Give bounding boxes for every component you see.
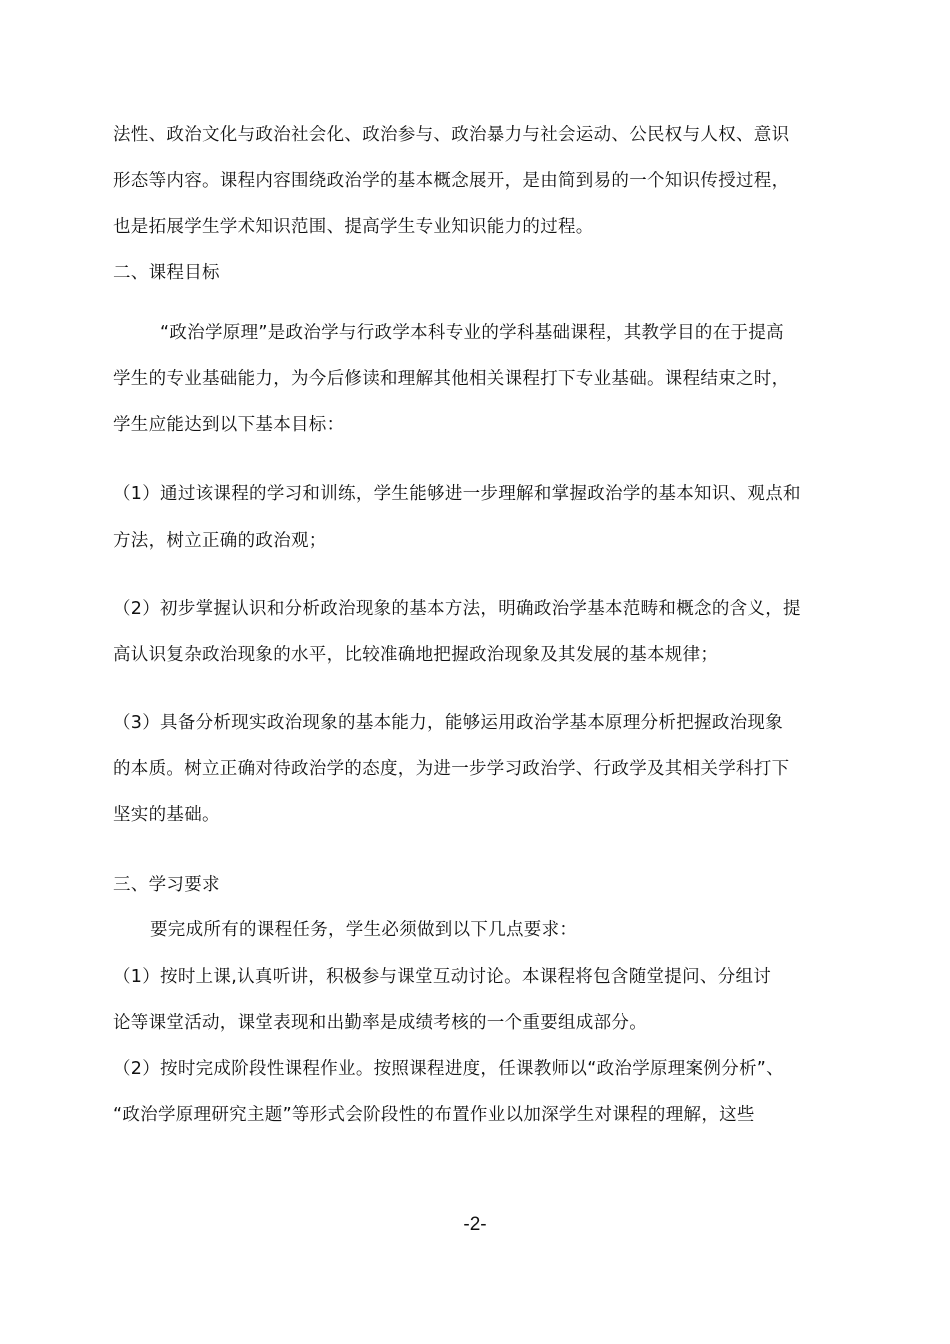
list-item-text-line: （1）按时上课,认真听讲，积极参与课堂互动讨论。本课程将包含随堂提问、分组讨 xyxy=(113,967,772,987)
list-item-text-line: （2）初步掌握认识和分析政治现象的基本方法，明确政治学基本范畴和概念的含义，提 xyxy=(113,599,801,619)
body-text-line: 也是拓展学生学术知识范围、提高学生专业知识能力的过程。 xyxy=(113,217,594,237)
body-text-line: 要完成所有的课程任务，学生必须做到以下几点要求： xyxy=(150,920,578,940)
list-item-text-line: 论等课堂活动，课堂表现和出勤率是成绩考核的一个重要组成部分。 xyxy=(113,1013,647,1033)
list-item-text-line: 的本质。树立正确对待政治学的态度，为进一步学习政治学、行政学及其相关学科打下 xyxy=(113,759,790,779)
section-heading-learning-requirements: 三、学习要求 xyxy=(113,875,220,895)
body-text-line: 学生的专业基础能力，为今后修读和理解其他相关课程打下专业基础。课程结束之时， xyxy=(113,369,790,389)
list-item-text-line: 坚实的基础。 xyxy=(113,805,220,825)
body-text-line: “政治学原理”是政治学与行政学本科专业的学科基础课程，其教学目的在于提高 xyxy=(160,323,784,343)
body-text-line: 法性、政治文化与政治社会化、政治参与、政治暴力与社会运动、公民权与人权、意识 xyxy=(113,125,790,145)
list-item-text-line: （1）通过该课程的学习和训练，学生能够进一步理解和掌握政治学的基本知识、观点和 xyxy=(113,484,801,504)
list-item-text-line: “政治学原理研究主题”等形式会阶段性的布置作业以加深学生对课程的理解，这些 xyxy=(113,1105,755,1125)
section-heading-course-objectives: 二、课程目标 xyxy=(113,263,220,283)
list-item-text-line: （2）按时完成阶段性课程作业。按照课程进度，任课教师以“政治学原理案例分析”、 xyxy=(113,1059,784,1079)
list-item-text-line: （3）具备分析现实政治现象的基本能力，能够运用政治学基本原理分析把握政治现象 xyxy=(113,713,784,733)
list-item-text-line: 方法，树立正确的政治观； xyxy=(113,531,327,551)
body-text-line: 学生应能达到以下基本目标： xyxy=(113,415,345,435)
page-number: -2- xyxy=(463,1214,487,1235)
list-item-text-line: 高认识复杂政治现象的水平，比较准确地把握政治现象及其发展的基本规律； xyxy=(113,645,719,665)
body-text-line: 形态等内容。课程内容围绕政治学的基本概念展开，是由简到易的一个知识传授过程， xyxy=(113,171,790,191)
